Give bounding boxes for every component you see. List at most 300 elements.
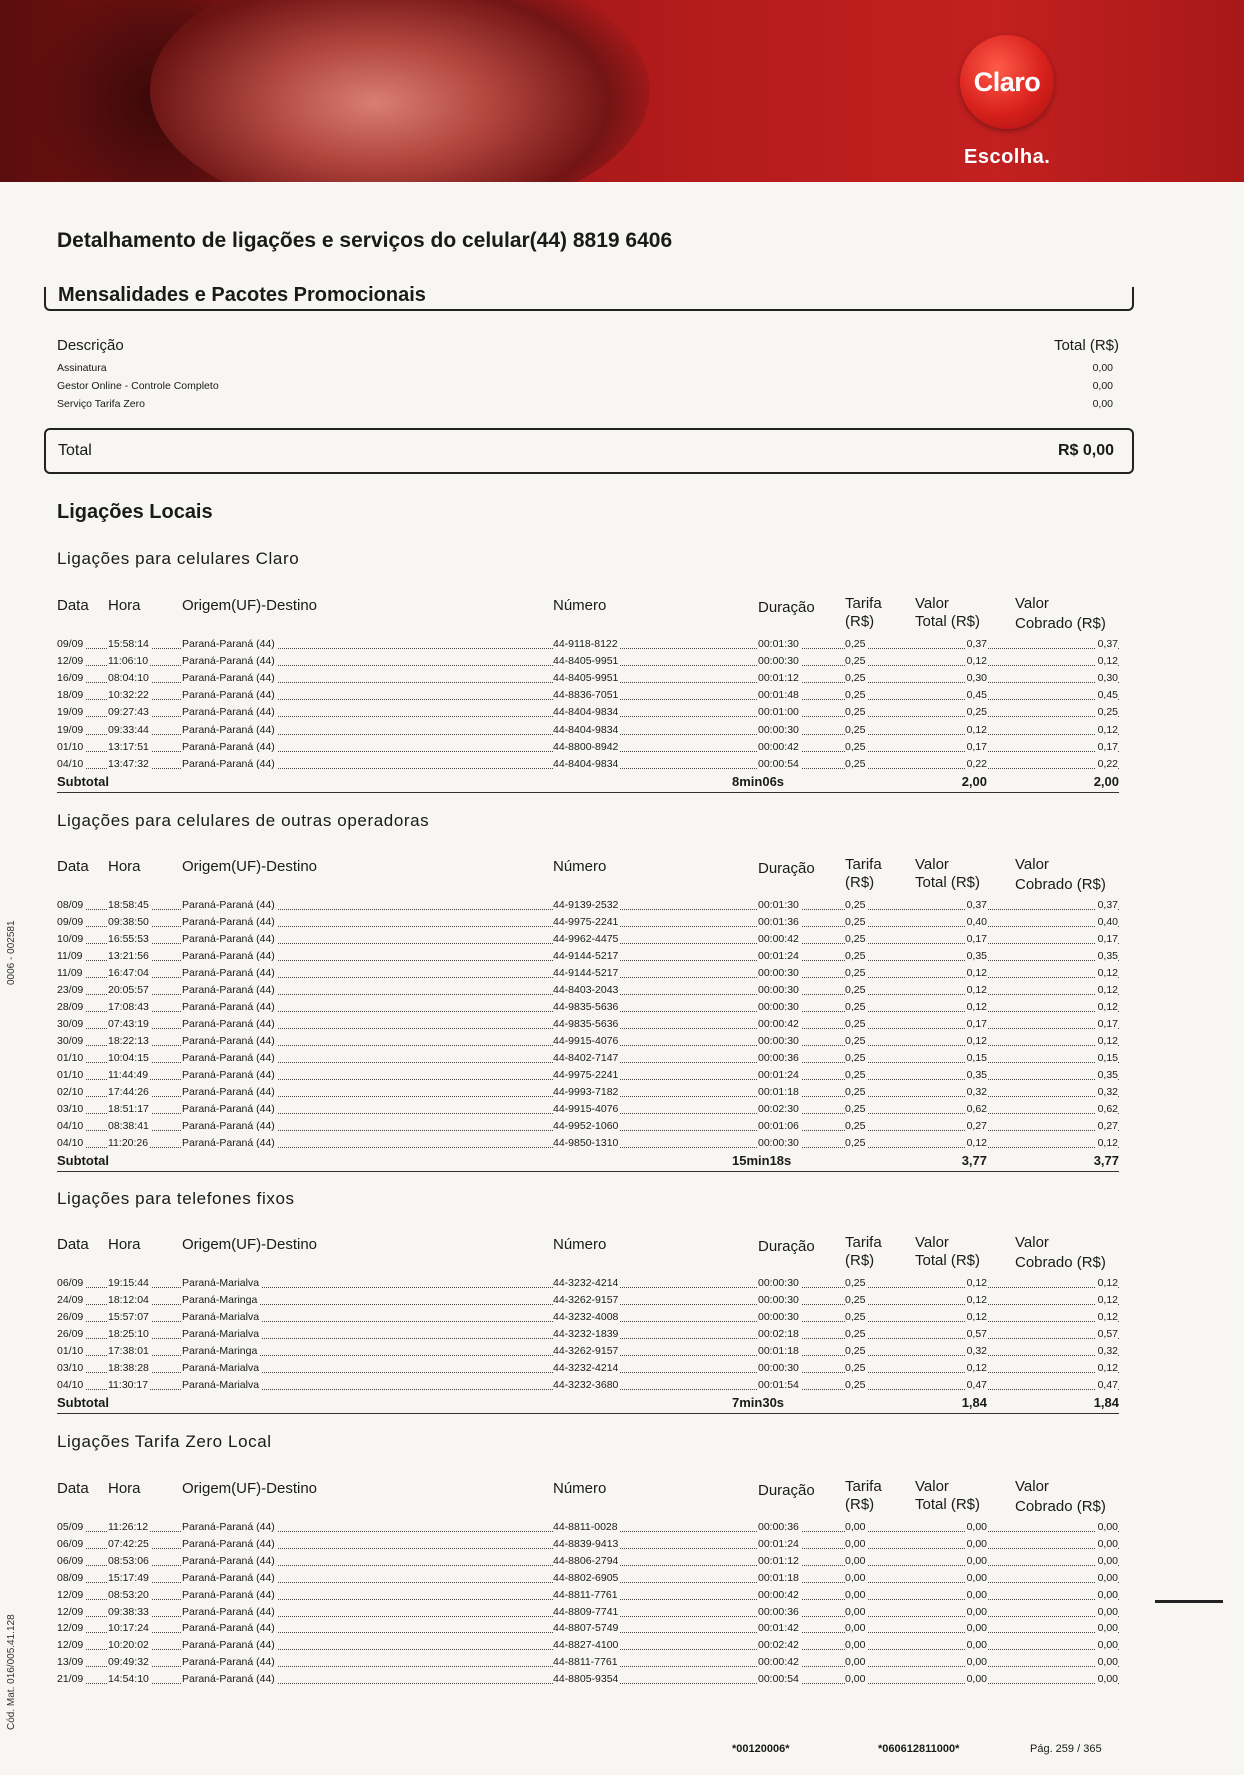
cell-origem: Paraná-Paraná (44) — [182, 916, 275, 928]
cell-duracao: 00:01:00 — [758, 706, 799, 719]
cell-duracao: 00:00:42 — [758, 740, 799, 753]
cell-hora: 09:33:44 — [108, 723, 149, 736]
cell-hora: 07:42:25 — [108, 1537, 149, 1550]
cell-valor-total: 0,17 — [966, 933, 987, 945]
cell-duracao: 00:00:36 — [758, 1052, 799, 1064]
cell-data: 26/09 — [57, 1311, 84, 1323]
group-title: Ligações para celulares de outras operadoras — [57, 811, 430, 830]
table-row — [0, 1570, 1244, 1587]
cell-numero: 44-9144-5217 — [553, 967, 619, 979]
cell-valor-cobrado: 0,12 — [1097, 1277, 1118, 1289]
cell-tarifa: 0,25 — [845, 1120, 866, 1132]
cell-duracao: 00:01:36 — [758, 916, 799, 928]
cell-data: 01/10 — [57, 740, 84, 753]
col-origem: Origem(UF)-Destino — [182, 858, 318, 875]
cell-valor-total: 0,00 — [966, 1639, 987, 1652]
logo-text: Claro — [973, 66, 1041, 97]
cell-origem: Paraná-Paraná (44) — [182, 1137, 275, 1149]
cell-origem: Paraná-Paraná (44) — [182, 1103, 275, 1115]
col-duracao: Duração — [758, 1238, 815, 1255]
side-code-top: 0006 - 002581 — [6, 920, 17, 985]
col-valor-total-unit: Total (R$) — [915, 1496, 981, 1513]
cell-origem: Paraná-Paraná (44) — [182, 967, 275, 979]
subtotal-cobrado: 2,00 — [1093, 773, 1119, 789]
cell-duracao: 00:01:24 — [758, 950, 799, 962]
cell-numero: 44-3262-9157 — [553, 1345, 619, 1357]
cell-valor-cobrado: 0,57 — [1097, 1328, 1118, 1340]
page-number: Pág. 259 / 365 — [1030, 1743, 1102, 1755]
cell-hora: 09:49:32 — [108, 1656, 149, 1669]
cell-valor-total: 0,00 — [966, 1588, 987, 1601]
col-tarifa-unit: (R$) — [845, 613, 875, 630]
cell-tarifa: 0,25 — [845, 984, 866, 996]
cell-valor-cobrado: 0,12 — [1097, 1035, 1118, 1047]
cell-valor-total: 0,00 — [966, 1554, 987, 1567]
cell-numero: 44-8807-5749 — [553, 1622, 619, 1635]
cell-origem: Paraná-Paraná (44) — [182, 950, 275, 962]
cell-data: 06/09 — [57, 1554, 84, 1567]
cell-valor-total: 0,32 — [966, 1345, 987, 1357]
cell-valor-cobrado: 0,37 — [1097, 899, 1118, 911]
cell-hora: 18:38:28 — [108, 1362, 149, 1374]
cell-data: 04/10 — [57, 757, 84, 770]
mensalidade-desc: Gestor Online - Controle Completo — [57, 380, 219, 392]
mensalidade-value: 0,00 — [1092, 362, 1113, 374]
cell-origem: Paraná-Paraná (44) — [182, 1656, 275, 1669]
cell-valor-cobrado: 0,35 — [1097, 950, 1118, 962]
cell-numero: 44-9850-1310 — [553, 1137, 619, 1149]
cell-valor-total: 0,12 — [966, 655, 987, 668]
cell-hora: 15:17:49 — [108, 1571, 149, 1584]
cell-origem: Paraná-Paraná (44) — [182, 1639, 275, 1652]
cell-tarifa: 0,00 — [845, 1639, 866, 1652]
cell-valor-total: 0,45 — [966, 689, 987, 702]
subtotal-row — [57, 1394, 1119, 1414]
cell-numero: 44-8827-4100 — [553, 1639, 619, 1652]
col-hora: Hora — [108, 1480, 141, 1497]
cell-valor-cobrado: 0,12 — [1097, 1294, 1118, 1306]
col-numero: Número — [553, 1236, 607, 1253]
cell-valor-total: 0,35 — [966, 950, 987, 962]
cell-valor-cobrado: 0,00 — [1097, 1673, 1118, 1686]
table-row — [0, 1343, 1244, 1360]
cell-tarifa: 0,00 — [845, 1622, 866, 1635]
cell-numero: 44-9975-2241 — [553, 916, 619, 928]
table-row — [0, 1536, 1244, 1553]
cell-data: 12/09 — [57, 655, 84, 668]
cell-numero: 44-9144-5217 — [553, 950, 619, 962]
cell-numero: 44-9993-7182 — [553, 1086, 619, 1098]
cell-tarifa: 0,25 — [845, 1137, 866, 1149]
cell-hora: 11:26:12 — [108, 1521, 149, 1533]
cell-tarifa: 0,25 — [845, 967, 866, 979]
cell-numero: 44-8404-9834 — [553, 723, 619, 736]
cell-numero: 44-3232-4008 — [553, 1311, 619, 1323]
cell-origem: Paraná-Paraná (44) — [182, 723, 275, 736]
footer-code-2: *060612811000* — [878, 1743, 960, 1755]
table-row — [0, 1275, 1244, 1292]
cell-valor-cobrado: 0,12 — [1097, 1001, 1118, 1013]
cell-numero: 44-9962-4475 — [553, 933, 619, 945]
cell-valor-cobrado: 0,12 — [1097, 1137, 1118, 1149]
cell-data: 01/10 — [57, 1069, 84, 1081]
col-data: Data — [57, 1480, 89, 1497]
cell-valor-cobrado: 0,00 — [1097, 1588, 1118, 1601]
cell-duracao: 00:01:12 — [758, 672, 799, 685]
cell-duracao: 00:00:30 — [758, 1137, 799, 1149]
cell-numero: 44-8404-9834 — [553, 706, 619, 719]
cell-hora: 19:15:44 — [108, 1277, 149, 1289]
cell-hora: 10:04:15 — [108, 1052, 149, 1064]
cell-duracao: 00:01:30 — [758, 899, 799, 911]
cell-hora: 13:47:32 — [108, 757, 149, 770]
cell-tarifa: 0,25 — [845, 655, 866, 668]
total-value: R$ 0,00 — [1057, 442, 1114, 459]
cell-valor-cobrado: 0,00 — [1097, 1605, 1118, 1618]
cell-hora: 15:58:14 — [108, 638, 149, 650]
table-row — [0, 1671, 1244, 1688]
table-row — [0, 739, 1244, 756]
cell-duracao: 00:00:42 — [758, 1018, 799, 1030]
mensalidades-header-box — [44, 284, 1134, 311]
cell-hora: 11:30:17 — [108, 1379, 149, 1391]
col-tarifa: Tarifa — [845, 1478, 882, 1495]
cell-valor-cobrado: 0,00 — [1097, 1656, 1118, 1669]
cell-data: 04/10 — [57, 1120, 84, 1132]
cell-tarifa: 0,25 — [845, 1035, 866, 1047]
col-numero: Número — [553, 597, 607, 614]
cell-valor-cobrado: 0,22 — [1097, 757, 1118, 770]
cell-data: 11/09 — [57, 967, 83, 979]
cell-valor-total: 0,12 — [966, 1001, 987, 1013]
cell-valor-total: 0,62 — [966, 1103, 987, 1115]
cell-numero: 44-8403-2043 — [553, 984, 619, 996]
table-row — [0, 931, 1244, 948]
col-valor-total: Valor — [915, 1478, 949, 1495]
cell-valor-cobrado: 0,00 — [1097, 1639, 1118, 1652]
cell-data: 19/09 — [57, 706, 84, 719]
cell-valor-total: 0,47 — [966, 1379, 987, 1391]
cell-tarifa: 0,25 — [845, 740, 866, 753]
mensalidade-item — [57, 398, 1113, 410]
cell-data: 08/09 — [57, 899, 84, 911]
cell-origem: Paraná-Paraná (44) — [182, 638, 275, 650]
col-data: Data — [57, 858, 89, 875]
col-valor-total: Valor — [915, 1234, 949, 1251]
cell-data: 24/09 — [57, 1294, 84, 1306]
banner-photo — [150, 0, 650, 182]
cell-data: 09/09 — [57, 916, 84, 928]
col-duracao: Duração — [758, 860, 815, 877]
col-descricao: Descrição — [57, 337, 124, 354]
table-row — [0, 1637, 1244, 1654]
col-data: Data — [57, 597, 89, 614]
cell-data: 10/09 — [57, 933, 84, 945]
subtotal-label: Subtotal — [57, 1153, 109, 1168]
cell-valor-cobrado: 0,17 — [1097, 933, 1118, 945]
cell-numero: 44-3262-9157 — [553, 1294, 619, 1306]
col-numero: Número — [553, 1480, 607, 1497]
group-title: Ligações para telefones fixos — [57, 1189, 295, 1208]
cell-origem: Paraná-Paraná (44) — [182, 984, 275, 996]
cell-duracao: 00:01:18 — [758, 1086, 799, 1098]
cell-duracao: 00:00:36 — [758, 1521, 799, 1533]
cell-tarifa: 0,00 — [845, 1656, 866, 1669]
table-row — [0, 948, 1244, 965]
cell-numero: 44-8800-8942 — [553, 740, 619, 753]
cell-tarifa: 0,25 — [845, 916, 866, 928]
cell-tarifa: 0,00 — [845, 1537, 866, 1550]
subtotal-total: 1,84 — [961, 1395, 987, 1410]
table-row — [0, 999, 1244, 1016]
table-row — [0, 1084, 1244, 1101]
table-row — [0, 1377, 1244, 1394]
cell-data: 26/09 — [57, 1328, 84, 1340]
group-title: Ligações Tarifa Zero Local — [57, 1432, 272, 1451]
cell-origem: Paraná-Paraná (44) — [182, 1571, 275, 1584]
table-row — [0, 1326, 1244, 1343]
cell-tarifa: 0,25 — [845, 933, 866, 945]
cell-valor-cobrado: 0,27 — [1097, 1120, 1118, 1132]
col-valor-total: Valor — [915, 595, 949, 612]
table-row — [0, 965, 1244, 982]
cell-numero: 44-9975-2241 — [553, 1069, 619, 1081]
subtotal-duracao: 15min18s — [732, 1153, 792, 1168]
cell-valor-cobrado: 0,45 — [1097, 689, 1118, 702]
cell-data: 12/09 — [57, 1605, 84, 1618]
cell-hora: 18:12:04 — [108, 1294, 149, 1306]
cell-duracao: 00:01:48 — [758, 689, 799, 702]
cell-numero: 44-9835-5636 — [553, 1001, 619, 1013]
col-duracao: Duração — [758, 1482, 815, 1499]
col-tarifa-unit: (R$) — [845, 1252, 875, 1269]
cell-valor-total: 0,40 — [966, 916, 987, 928]
table-row — [0, 1519, 1244, 1536]
column-header-row — [0, 597, 1244, 641]
cell-origem: Paraná-Maringa — [182, 1294, 258, 1306]
cell-duracao: 00:01:42 — [758, 1622, 799, 1635]
cell-data: 08/09 — [57, 1571, 84, 1584]
col-origem: Origem(UF)-Destino — [182, 1480, 318, 1497]
cell-duracao: 00:00:30 — [758, 723, 799, 736]
cell-valor-total: 0,57 — [966, 1328, 987, 1340]
tagline: Escolha. — [964, 146, 1051, 168]
col-tarifa: Tarifa — [845, 856, 882, 873]
column-header-row — [0, 1480, 1244, 1524]
cell-data: 02/10 — [57, 1086, 84, 1098]
table-row — [0, 1604, 1244, 1621]
cell-tarifa: 0,25 — [845, 1294, 866, 1306]
cell-valor-total: 0,37 — [966, 638, 987, 650]
table-row — [0, 897, 1244, 914]
col-data: Data — [57, 1236, 89, 1253]
cell-duracao: 00:01:12 — [758, 1554, 799, 1567]
cell-tarifa: 0,25 — [845, 1018, 866, 1030]
cell-duracao: 00:00:30 — [758, 1035, 799, 1047]
col-valor-total: Valor — [915, 856, 949, 873]
mensalidades-header: Mensalidades e Pacotes Promocionais — [58, 284, 426, 306]
cell-numero: 44-8809-7741 — [553, 1605, 619, 1618]
cell-duracao: 00:01:24 — [758, 1069, 799, 1081]
cell-valor-cobrado: 0,17 — [1097, 740, 1118, 753]
cell-valor-cobrado: 0,12 — [1097, 1311, 1118, 1323]
cell-data: 09/09 — [57, 638, 84, 650]
claro-logo — [960, 35, 1054, 129]
cell-hora: 18:51:17 — [108, 1103, 149, 1115]
cell-origem: Paraná-Paraná (44) — [182, 1521, 275, 1533]
cell-origem: Paraná-Paraná (44) — [182, 899, 275, 911]
cell-valor-cobrado: 0,30 — [1097, 672, 1118, 685]
subtotal-row — [57, 773, 1119, 793]
cell-valor-total: 0,00 — [966, 1605, 987, 1618]
column-header-row — [0, 1236, 1244, 1280]
cell-numero: 44-8839-9413 — [553, 1537, 619, 1550]
cell-duracao: 00:00:42 — [758, 1656, 799, 1669]
cell-tarifa: 0,00 — [845, 1605, 866, 1618]
table-row — [0, 1292, 1244, 1309]
cell-duracao: 00:00:54 — [758, 757, 799, 770]
cell-data: 03/10 — [57, 1362, 84, 1374]
subtotal-total: 3,77 — [961, 1153, 987, 1168]
cell-valor-total: 0,00 — [966, 1537, 987, 1550]
cell-valor-cobrado: 0,12 — [1097, 984, 1118, 996]
cell-duracao: 00:00:42 — [758, 933, 799, 945]
cell-valor-total: 0,12 — [966, 967, 987, 979]
cell-origem: Paraná-Paraná (44) — [182, 757, 275, 770]
cell-origem: Paraná-Marialva — [182, 1328, 260, 1340]
subtotal-label: Subtotal — [57, 773, 109, 789]
cell-hora: 11:44:49 — [108, 1069, 149, 1081]
cell-valor-total: 0,30 — [966, 672, 987, 685]
table-row — [0, 1067, 1244, 1084]
cell-valor-cobrado: 0,00 — [1097, 1537, 1118, 1550]
cell-data: 01/10 — [57, 1345, 84, 1357]
table-row — [0, 1101, 1244, 1118]
cell-tarifa: 0,25 — [845, 689, 866, 702]
cell-valor-total: 0,12 — [966, 1035, 987, 1047]
cell-hora: 11:06:10 — [108, 655, 149, 668]
cell-tarifa: 0,25 — [845, 899, 866, 911]
cell-hora: 13:17:51 — [108, 740, 149, 753]
col-total: Total (R$) — [1053, 337, 1119, 354]
col-valor-cobrado: Valor — [1015, 1234, 1049, 1251]
cell-origem: Paraná-Marialva — [182, 1277, 260, 1289]
cell-data: 06/09 — [57, 1537, 84, 1550]
cell-numero: 44-9915-4076 — [553, 1035, 619, 1047]
cell-valor-cobrado: 0,40 — [1097, 916, 1118, 928]
cell-tarifa: 0,00 — [845, 1673, 866, 1686]
cell-data: 05/09 — [57, 1521, 84, 1533]
cell-data: 12/09 — [57, 1622, 84, 1635]
page-title: Detalhamento de ligações e serviços do celular(44) 8819 6406 — [57, 229, 673, 252]
cell-origem: Paraná-Maringa — [182, 1345, 258, 1357]
cell-hora: 13:21:56 — [108, 950, 149, 962]
cell-data: 23/09 — [57, 984, 84, 996]
cell-hora: 18:22:13 — [108, 1035, 149, 1047]
cell-tarifa: 0,25 — [845, 1277, 866, 1289]
cell-origem: Paraná-Marialva — [182, 1379, 260, 1391]
cell-valor-total: 0,00 — [966, 1673, 987, 1686]
col-origem: Origem(UF)-Destino — [182, 597, 318, 614]
cell-valor-total: 0,37 — [966, 899, 987, 911]
cell-valor-total: 0,22 — [966, 757, 987, 770]
cell-data: 06/09 — [57, 1277, 84, 1289]
cell-valor-total: 0,17 — [966, 1018, 987, 1030]
cell-valor-cobrado: 0,12 — [1097, 723, 1118, 736]
mensalidades-total-box — [44, 428, 1134, 474]
cell-hora: 08:04:10 — [108, 672, 149, 685]
mensalidade-value: 0,00 — [1092, 380, 1113, 392]
cell-tarifa: 0,25 — [845, 1069, 866, 1081]
cell-origem: Paraná-Paraná (44) — [182, 1035, 275, 1047]
table-row — [0, 1033, 1244, 1050]
cell-numero: 44-3232-3680 — [553, 1379, 619, 1391]
cell-data: 28/09 — [57, 1001, 84, 1013]
cell-numero: 44-9835-5636 — [553, 1018, 619, 1030]
col-valor-total-unit: Total (R$) — [915, 1252, 981, 1269]
footer-code-1: *00120006* — [732, 1743, 790, 1755]
cell-tarifa: 0,00 — [845, 1588, 866, 1601]
cell-hora: 08:53:06 — [108, 1554, 149, 1567]
cell-valor-total: 0,00 — [966, 1571, 987, 1584]
group-title: Ligações para celulares Claro — [57, 549, 300, 568]
cell-duracao: 00:01:06 — [758, 1120, 799, 1132]
cell-duracao: 00:00:30 — [758, 967, 799, 979]
cell-data: 12/09 — [57, 1639, 84, 1652]
cell-hora: 17:38:01 — [108, 1345, 149, 1357]
cell-tarifa: 0,25 — [845, 757, 866, 770]
cell-valor-total: 0,27 — [966, 1120, 987, 1132]
cell-valor-total: 0,12 — [966, 1294, 987, 1306]
section-title: Ligações Locais — [57, 501, 213, 523]
mensalidade-desc: Assinatura — [57, 362, 107, 374]
cell-duracao: 00:01:54 — [758, 1379, 799, 1391]
cell-hora: 08:38:41 — [108, 1120, 149, 1132]
cell-duracao: 00:01:30 — [758, 638, 799, 650]
cell-valor-total: 0,15 — [966, 1052, 987, 1064]
cell-valor-total: 0,12 — [966, 1277, 987, 1289]
col-valor-total-unit: Total (R$) — [915, 874, 981, 891]
col-valor-cobrado: Valor — [1015, 1478, 1049, 1495]
table-row — [0, 1118, 1244, 1135]
subtotal-label: Subtotal — [57, 1395, 109, 1410]
cell-valor-cobrado: 0,00 — [1097, 1521, 1118, 1533]
cell-hora: 10:32:22 — [108, 689, 149, 702]
cell-origem: Paraná-Paraná (44) — [182, 1086, 275, 1098]
cell-data: 12/09 — [57, 1588, 84, 1601]
header-banner — [0, 0, 1244, 182]
cell-origem: Paraná-Paraná (44) — [182, 655, 275, 668]
cell-duracao: 00:00:42 — [758, 1588, 799, 1601]
table-row — [0, 722, 1244, 739]
cell-hora: 17:08:43 — [108, 1001, 149, 1013]
cell-valor-total: 0,12 — [966, 723, 987, 736]
cell-valor-total: 0,00 — [966, 1656, 987, 1669]
col-hora: Hora — [108, 1236, 141, 1253]
cell-origem: Paraná-Paraná (44) — [182, 672, 275, 685]
cell-tarifa: 0,25 — [845, 723, 866, 736]
cell-origem: Paraná-Paraná (44) — [182, 1605, 275, 1618]
cell-valor-cobrado: 0,32 — [1097, 1345, 1118, 1357]
cell-valor-cobrado: 0,15 — [1097, 1052, 1118, 1064]
cell-valor-cobrado: 0,32 — [1097, 1086, 1118, 1098]
subtotal-total: 2,00 — [961, 773, 987, 789]
cell-tarifa: 0,25 — [845, 1052, 866, 1064]
cell-hora: 10:17:24 — [108, 1622, 149, 1635]
cell-duracao: 00:00:30 — [758, 655, 799, 668]
table-row — [0, 1309, 1244, 1326]
cell-origem: Paraná-Paraná (44) — [182, 1001, 275, 1013]
